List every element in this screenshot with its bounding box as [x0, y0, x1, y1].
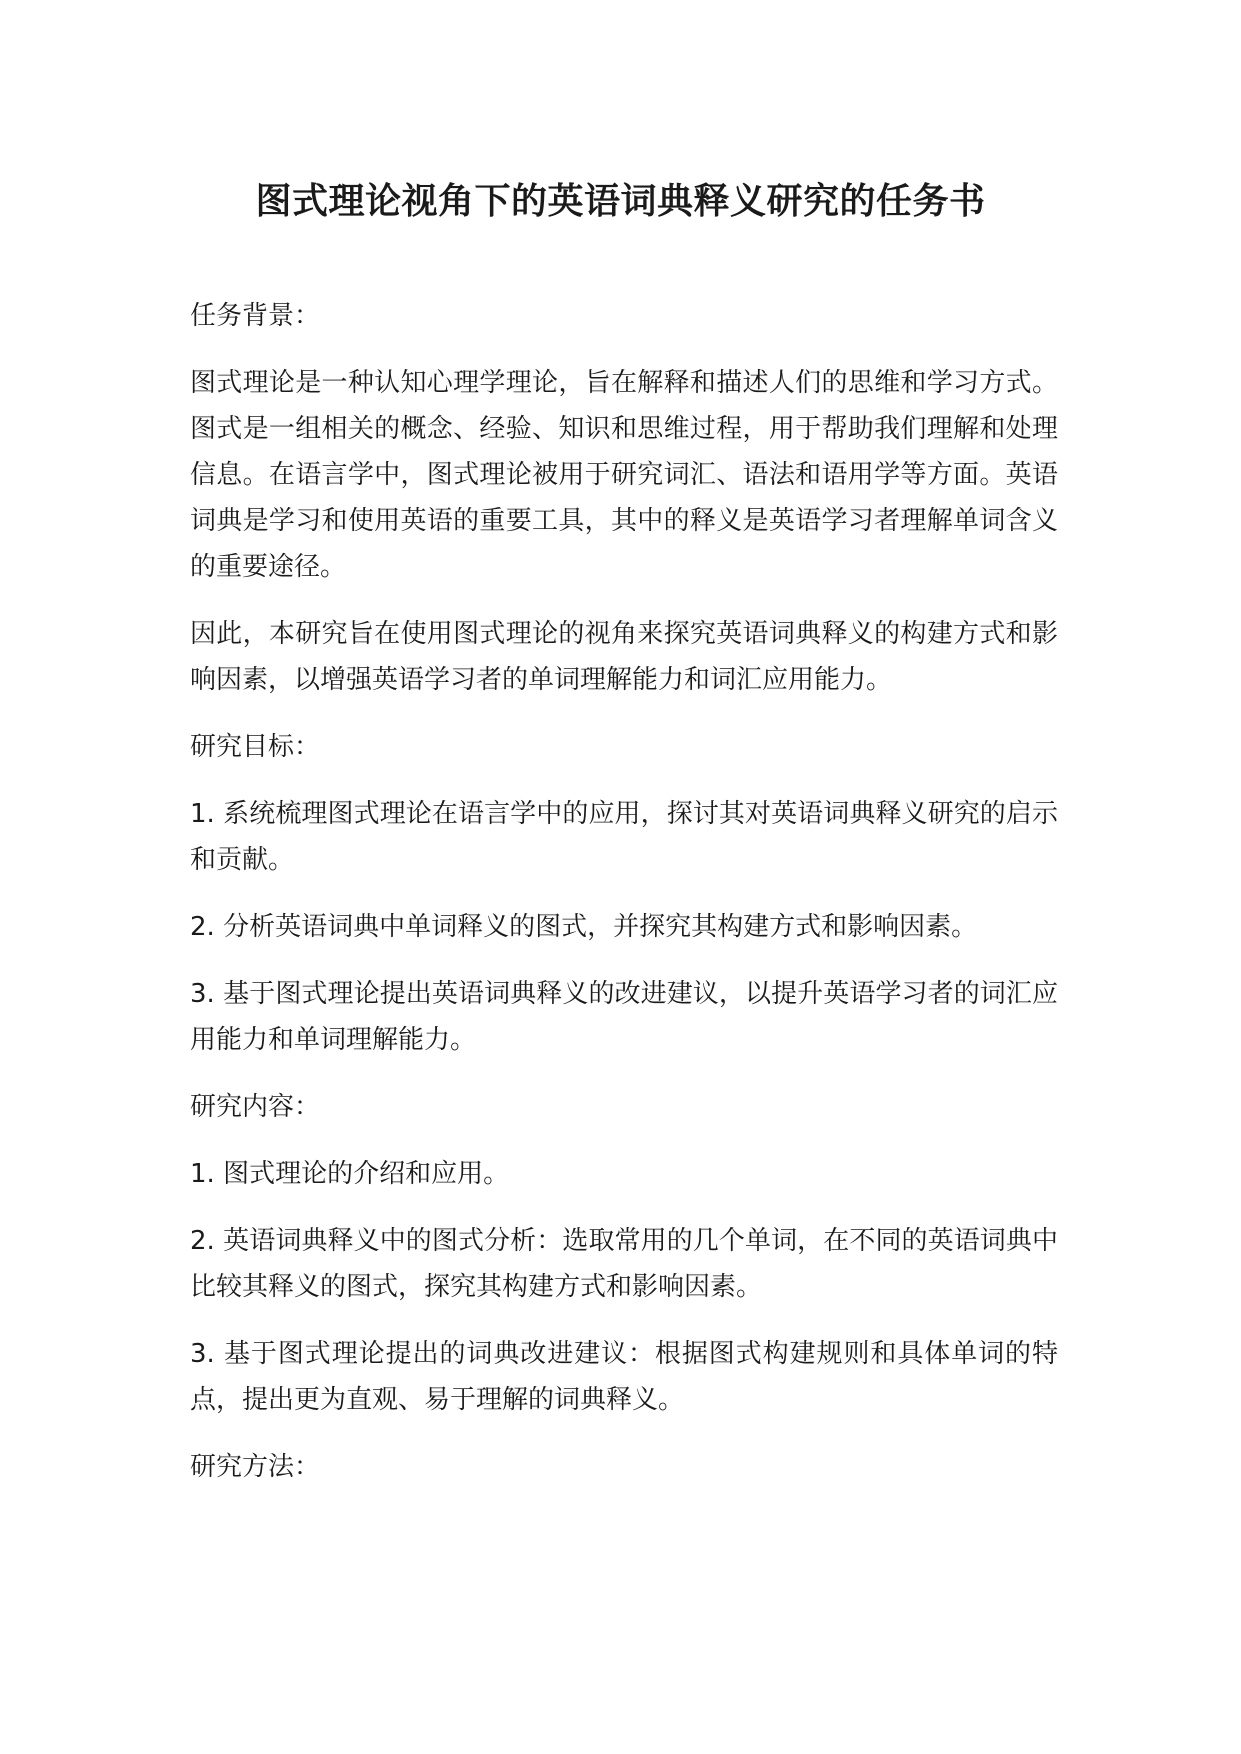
- section-heading-objectives: 研究目标：: [190, 732, 321, 762]
- content-item-1: 1. 图式理论的介绍和应用。: [190, 1159, 510, 1189]
- paragraph-background-2: 因此，本研究旨在使用图式理论的视角来探究英语词典释义的构建方式和影响因素，以增强英语学习者的单词理解能力和词汇应用能力。: [190, 619, 1058, 695]
- section-heading-content: 研究内容：: [190, 1092, 321, 1122]
- content-item-3: 3. 基于图式理论提出的词典改进建议：根据图式构建规则和具体单词的特点，提出更为直观、易于理解的词典释义。: [190, 1339, 1058, 1415]
- document-title: 图式理论视角下的英语词典释义研究的任务书: [255, 181, 986, 222]
- section-heading-methods: 研究方法：: [190, 1452, 321, 1482]
- objective-item-1: 1. 系统梳理图式理论在语言学中的应用，探讨其对英语词典释义研究的启示和贡献。: [190, 799, 1058, 875]
- document-body: [190, 293, 1058, 1511]
- objective-item-2: 2. 分析英语词典中单词释义的图式，并探究其构建方式和影响因素。: [190, 912, 978, 942]
- content-item-2: 2. 英语词典释义中的图式分析：选取常用的几个单词，在不同的英语词典中比较其释义的图式，探究其构建方式和影响因素。: [190, 1226, 1058, 1302]
- paragraph-background-1: 图式理论是一种认知心理学理论，旨在解释和描述人们的思维和学习方式。图式是一组相关的概念、经验、知识和思维过程，用于帮助我们理解和处理信息。在语言学中，图式理论被用于研究词汇、语法和语用学等方面。英语词典是学习和使用英语的重要工具，其中的释义是英语学习者理解单词含义的重要途径。: [190, 368, 1058, 582]
- objective-item-3: 3. 基于图式理论提出英语词典释义的改进建议，以提升英语学习者的词汇应用能力和单词理解能力。: [190, 979, 1058, 1055]
- section-heading-background: 任务背景：: [190, 301, 321, 331]
